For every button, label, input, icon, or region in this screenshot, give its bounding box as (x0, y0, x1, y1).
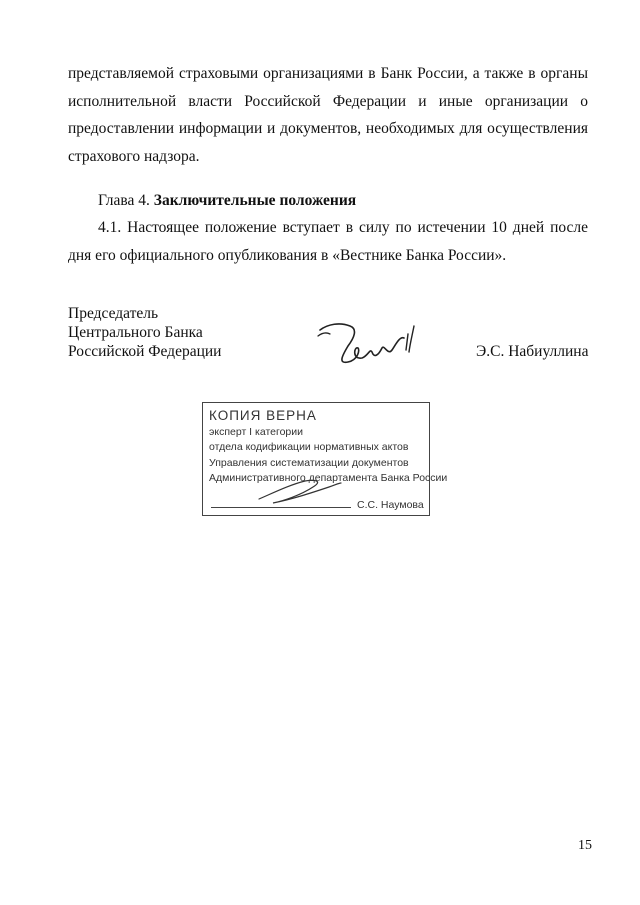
signatory-position (68, 304, 221, 361)
stamp-signature (253, 471, 343, 507)
stamp-line-2: отдела кодификации нормативных актов (209, 441, 409, 453)
page-number: 15 (578, 838, 592, 853)
stamp-title: КОПИЯ ВЕРНА (209, 408, 317, 423)
signatory-position-line3: Российской Федерации (68, 343, 222, 360)
stamp-line-3: Управления систематизации документов (209, 457, 409, 469)
certified-copy-stamp (202, 402, 448, 516)
clause-4-1: 4.1. Настоящее положение вступает в силу по истечении 10 дней после дня его официального опубликования в «Вестнике Банка России». (68, 219, 588, 264)
signatory-position-line2: Центрального Банка (68, 324, 203, 341)
signatory-position-line1: Председатель (68, 305, 159, 322)
signatory-name: Э.С. Набиуллина (476, 343, 589, 360)
stamp-line-1: эксперт I категории (209, 426, 303, 438)
paragraph-continued: представляемой страховыми организациями в Банк России, а также в органы исполнительной власти Российской Федерации и иные организации о предоставлении информации и документов, необходимых для осуществления страхового надзора. (68, 65, 588, 165)
chapter-prefix: Глава 4. (98, 192, 150, 209)
chapter-heading (98, 190, 356, 212)
stamp-name: С.С. Наумова (357, 499, 424, 511)
handwritten-signature (314, 316, 426, 372)
chapter-title: Заключительные положения (153, 192, 357, 209)
stamp-signature-line (211, 507, 351, 508)
stamp-line-4: Административного департамента Банка России (209, 472, 448, 484)
